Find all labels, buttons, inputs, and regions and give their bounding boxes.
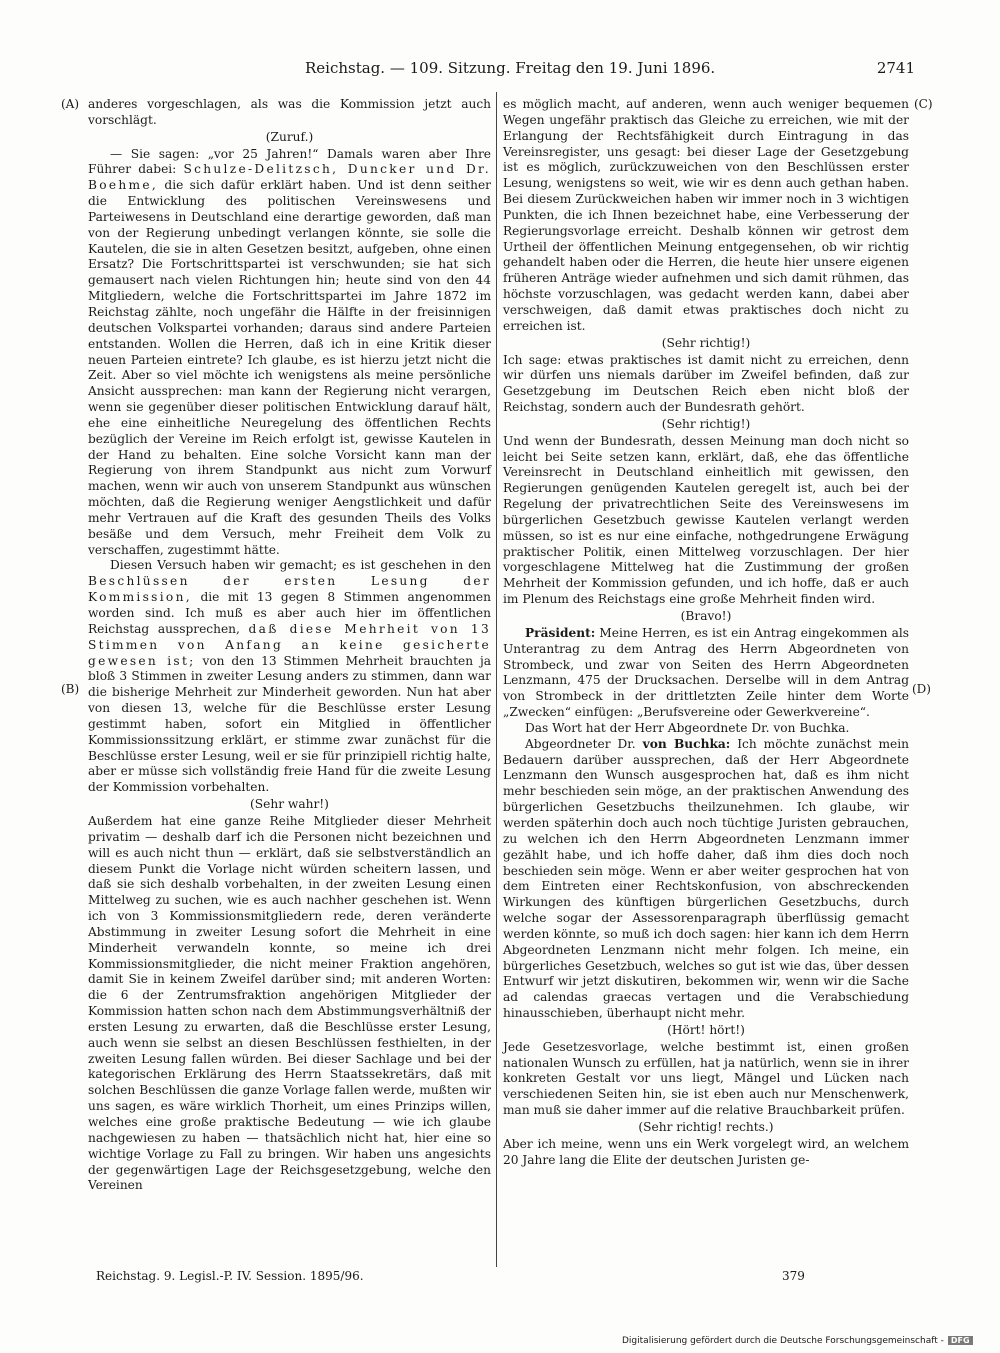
running-title: Reichstag. — 109. Sitzung. Freitag den 19. Juni 1896. (305, 59, 716, 77)
paragraph: Aber ich meine, wenn uns ein Werk vorgelegt wird, an welchem 20 Jahre lang die Elite der deutschen Juristen ge- (503, 1136, 909, 1167)
interjection: (Hört! hört!) (667, 1022, 745, 1037)
interjection: (Bravo!) (680, 609, 732, 623)
interjection: (Sehr richtig! rechts.) (638, 1120, 774, 1134)
paragraph: Das Wort hat der Herr Abgeordnete Dr. von Buchka. (525, 720, 850, 735)
margin-marker-a: (A) (61, 97, 80, 111)
paragraph: Diesen Versuch haben wir gemacht; es ist geschehen in den Beschlüssen der ersten Lesung der Kommission, die mit 13 gegen 8 Stimmen angenommen worden sind. Ich muß es aber auch hier im öffentlichen Reichstag aussprechen, daß diese Mehrheit von 13 Stimmen von Anfang an keine gesicherte gewesen ist; von den 13 Stimmen Mehrheit brauchten ja bloß 3 Stimmen in zweiter Lesung anders zu stimmen, dann war die bisherige Mehrheit zur Minderheit geworden. Nun hat aber von diesen 13, welche für die Beschlüsse erster Lesung gestimmt haben, sofort ein Mitglied in öffentlicher Kommissionssitzung erklärt, er stimme zwar zunächst für die Beschlüsse erster Lesung, weil er sie für prinzipiell richtig halte, aber er müsse sich vollständig freie Hand für die zweite Lesung der Kommission vorbehalten. (88, 558, 491, 795)
spaced-names: Schulze-Delitzsch, Duncker und Dr. Boehme, (88, 162, 491, 193)
spaced-emphasis: daß diese Mehrheit von 13 Stimmen von Anfang an keine gesicherte gewesen ist; (88, 621, 491, 668)
page-number: 2741 (876, 59, 915, 77)
dfg-logo-icon: DFG (948, 1336, 973, 1345)
footer-session-info: Reichstag. 9. Legisl.-P. IV. Session. 1895/96. (96, 1269, 364, 1283)
interjection: (Zuruf.) (265, 129, 314, 144)
page-header (60, 58, 915, 82)
paragraph: — Sie sagen: „vor 25 Jahren!“ Damals waren aber Ihre Führer dabei: Schulze-Delitzsch, Duncker und Dr. Boehme, die sich dafür erklärt haben. Und ist denn seither die Entwicklung des politischen Vereinswesens und Parteiwesens in Deutschland eine derartige geworden, daß man von der Regierung unbedingt verlangen könnte, sie solle die Kautelen, die sie in alten Gesetzen besitzt, aufgeben, ohne einen Ersatz? Die Fortschrittspartei ist verschwunden; sie hat sich gemausert nach vielen Richtungen hin; heute sind von den 44 Mitgliedern, welche die Fortschrittspartei im Jahre 1872 im Reichstag zählte, noch ungefähr die Hälfte in der freisinnigen deutschen Volkspartei vorhanden; daraus sind andere Parteien entstanden. Wollen die Herren, daß ich in eine Kritik dieser neuen Parteien eintrete? Ich glaube, es ist hierzu jetzt nicht die Zeit. Aber so viel möchte ich wenigstens als meine persönliche Ansicht aussprechen: man kann der Regierung nicht verargen, wenn sie gegenüber dieser politischen Entwicklung darauf hält, ehe eine einheitliche Neuregelung des öffentlichen Rechts bezüglich der Vereine im Reich erfolgt ist, gewisse Kautelen in der Hand zu behalten. Eine solche Vorsicht kann man der Regierung von ihrem Standpunkt aus nicht zum Vorwurf machen, wenn wir auch von unserem Standpunkt aus wünschen möchten, daß die Regierung weniger Aengstlichkeit und dafür mehr Vertrauen auf die Kraft des gesunden Theils des Volks besäße und dem Versuch, mehr Freiheit dem Volk zu verschaffen, zugestimmt hätte. (88, 146, 491, 557)
right-column (503, 97, 909, 1169)
speaker-name: von Buchka: (642, 736, 731, 751)
margin-marker-c: (C) (914, 97, 933, 111)
margin-marker-b: (B) (61, 682, 80, 696)
paragraph: anderes vorgeschlagen, als was die Kommission jetzt auch vorschlägt. (88, 97, 491, 127)
footer-signature: 379 (782, 1269, 805, 1283)
column-divider (496, 92, 497, 1267)
paragraph: Und wenn der Bundesrath, dessen Meinung man doch nicht so leicht bei Seite setzen kann, erklärt, daß, ehe das öffentliche Vereinsrecht in Deutschland einheitlich mit gewissen, den Regierungen genügenden Kautelen geregelt ist, auch bei der Regelung der privatrechtlichen Seite des Vereinswesens im bürgerlichen Gesetzbuch gewisse Kautelen verlangt werden müssen, so ist es nur eine einfache, nothgedrungene Erwägung praktischer Politik, einen Mittelweg vorzuschlagen. Der hier vorgeschlagene Mittelweg hat die Zustimmung der großen Mehrheit der Kommission gefunden, und ich hoffe, daß er auch im Plenum des Reichstags eine große Mehrheit finden wird. (503, 433, 909, 607)
paragraph: Präsident: Meine Herren, es ist ein Antrag eingekommen als Unterantrag zu dem Antrag des Herrn Abgeordneten von Strombeck, und zwar von Seiten des Herrn Abgeordneten Lenzmann, 475 der Drucksachen. Derselbe will in dem Antrag von Strombeck in der drittletzten Zeile hinter dem Worte „Zwecken“ einfügen: „Berufsvereine oder Gewerkvereine“. (503, 625, 909, 720)
interjection: (Sehr richtig!) (661, 416, 751, 431)
interjection: (Sehr wahr!) (250, 797, 329, 812)
spaced-emphasis: Beschlüssen der ersten Lesung der Kommission, (88, 574, 491, 605)
speaker-name: Präsident: (525, 625, 596, 640)
margin-marker-d: (D) (912, 682, 931, 696)
interjection: (Sehr richtig!) (661, 335, 751, 350)
left-column (88, 97, 491, 1194)
paragraph: Jede Gesetzesvorlage, welche bestimmt ist, einen großen nationalen Wunsch zu erfüllen, hat ja natürlich, wenn sie in ihrer konkreten Gestalt vor uns liegt, Mängel und Lücken nach verschiedenen Seiten hin, sie ist eben auch nur Menschenwerk, man muß sie daher immer auf die relative Brauchbarkeit prüfen. (503, 1039, 909, 1118)
digitization-credit: Digitalisierung gefördert durch die Deutsche Forschungsgemeinschaft - DFG (622, 1336, 973, 1346)
paragraph: es möglich macht, auf anderen, wenn auch weniger bequemen Wegen ungefähr praktisch das Gleiche zu erreichen, wie mit der Erlangung der Rechtsfähigkeit durch Eintragung in das Vereinsregister, uns gesagt: bei dieser Lage der Gesetzgebung ist es möglich, zurückzuweichen von den Beschlüssen erster Lesung, wenigstens so weit, wie wir es denn auch gethan haben. Bei diesem Zurückweichen haben wir immer noch in 3 wichtigen Punkten, die ich Ihnen bezeichnet habe, eine Verbesserung der Regierungsvorlage erreicht. Deshalb können wir getrost dem Urtheil der öffentlichen Meinung entgegensehen, ob wir richtig gehandelt haben oder die Herren, die heute hier unsere eigenen früheren Anträge wieder aufnehmen und sich damit rühmen, das höchste vorzuschlagen, was gedacht werden kann, dabei aber verschweigen, daß damit etwas praktisches doch nicht zu erreichen ist. (503, 97, 909, 333)
paragraph: Ich sage: etwas praktisches ist damit nicht zu erreichen, denn wir dürfen uns niemals darüber im Zweifel befinden, daß zur Gesetzgebung im Deutschen Reich eben nicht bloß der Reichstag, sondern auch der Bundesrath gehört. (503, 352, 909, 415)
paragraph: Außerdem hat eine ganze Reihe Mitglieder dieser Mehrheit privatim — deshalb darf ich die Personen nicht bezeichnen und will es auch nicht thun — erklärt, daß sie selbstverständlich an diesem Punkt die Vorlage nicht würden scheitern lassen, und daß sie sich deshalb vorbehalten, in der zweiten Lesung einen Mittelweg zu suchen, wie es auch nachher geschehen ist. Wenn ich von 3 Kommissionsmitgliedern rede, deren veränderte Abstimmung in zweiter Lesung sofort die Mehrheit in eine Minderheit verwandeln konnte, so meine ich drei Kommissionsmitglieder, die nicht meiner Fraktion angehören, damit Sie in keinem Zweifel darüber sind; mit anderen Worten: die 6 der Zentrumsfraktion angehörigen Mitglieder der Kommission hatten schon nach dem Abstimmungsverhältniß der ersten Lesung zu erwarten, daß die Beschlüsse erster Lesung, auch wenn sie selbst an diesen Beschlüssen festhielten, in der zweiten Lesung fallen würden. Bei dieser Sachlage und bei der kategorischen Erklärung des Herrn Staatssekretärs, daß mit solchen Beschlüssen die ganze Vorlage fallen werde, mußten wir uns sagen, es wäre wirklich Thorheit, um eines Prinzips willen, welches eine große praktische Bedeutung — wie ich glaube nachgewiesen zu haben — thatsächlich nicht hat, hier eine so wichtige Vorlage zu Fall zu bringen. Wir haben uns angesichts der gegenwärtigen Lage der Reichsgesetzgebung, welche den Vereinen (88, 813, 491, 1193)
paragraph: Abgeordneter Dr. von Buchka: Ich möchte zunächst mein Bedauern darüber aussprechen, daß der Herr Abgeordnete Lenzmann den Wunsch ausgesprochen hat, daß es ihm nicht mehr beschieden sein möge, an der praktischen Anwendung des bürgerlichen Gesetzbuchs theilzunehmen. Ich glaube, wir werden späterhin doch auch noch tüchtige Juristen gebrauchen, zu welchen ich den Herrn Abgeordneten Lenzmann immer gezählt habe, und ich hoffe daher, daß ihm dies doch noch beschieden sein möge. Wenn er aber weiter gesprochen hat von dem Eintreten einer Rechtskonfusion, von abschreckenden Wirkungen des künftigen bürgerlichen Gesetzbuchs, durch welche sogar der Assessorenparagraph überflüssig gemacht werden könnte, so muß ich doch sagen: hier kann ich dem Herrn Abgeordneten Lenzmann nicht mehr folgen. Ich meine, ein bürgerliches Gesetzbuch, welches so gut ist wie das, über dessen Entwurf wir jetzt diskutiren, bekommen wir, wenn wir die Sache ad calendas graecas vertagen und die Verabschiedung hinausschieben, überhaupt nicht mehr. (503, 736, 909, 1021)
